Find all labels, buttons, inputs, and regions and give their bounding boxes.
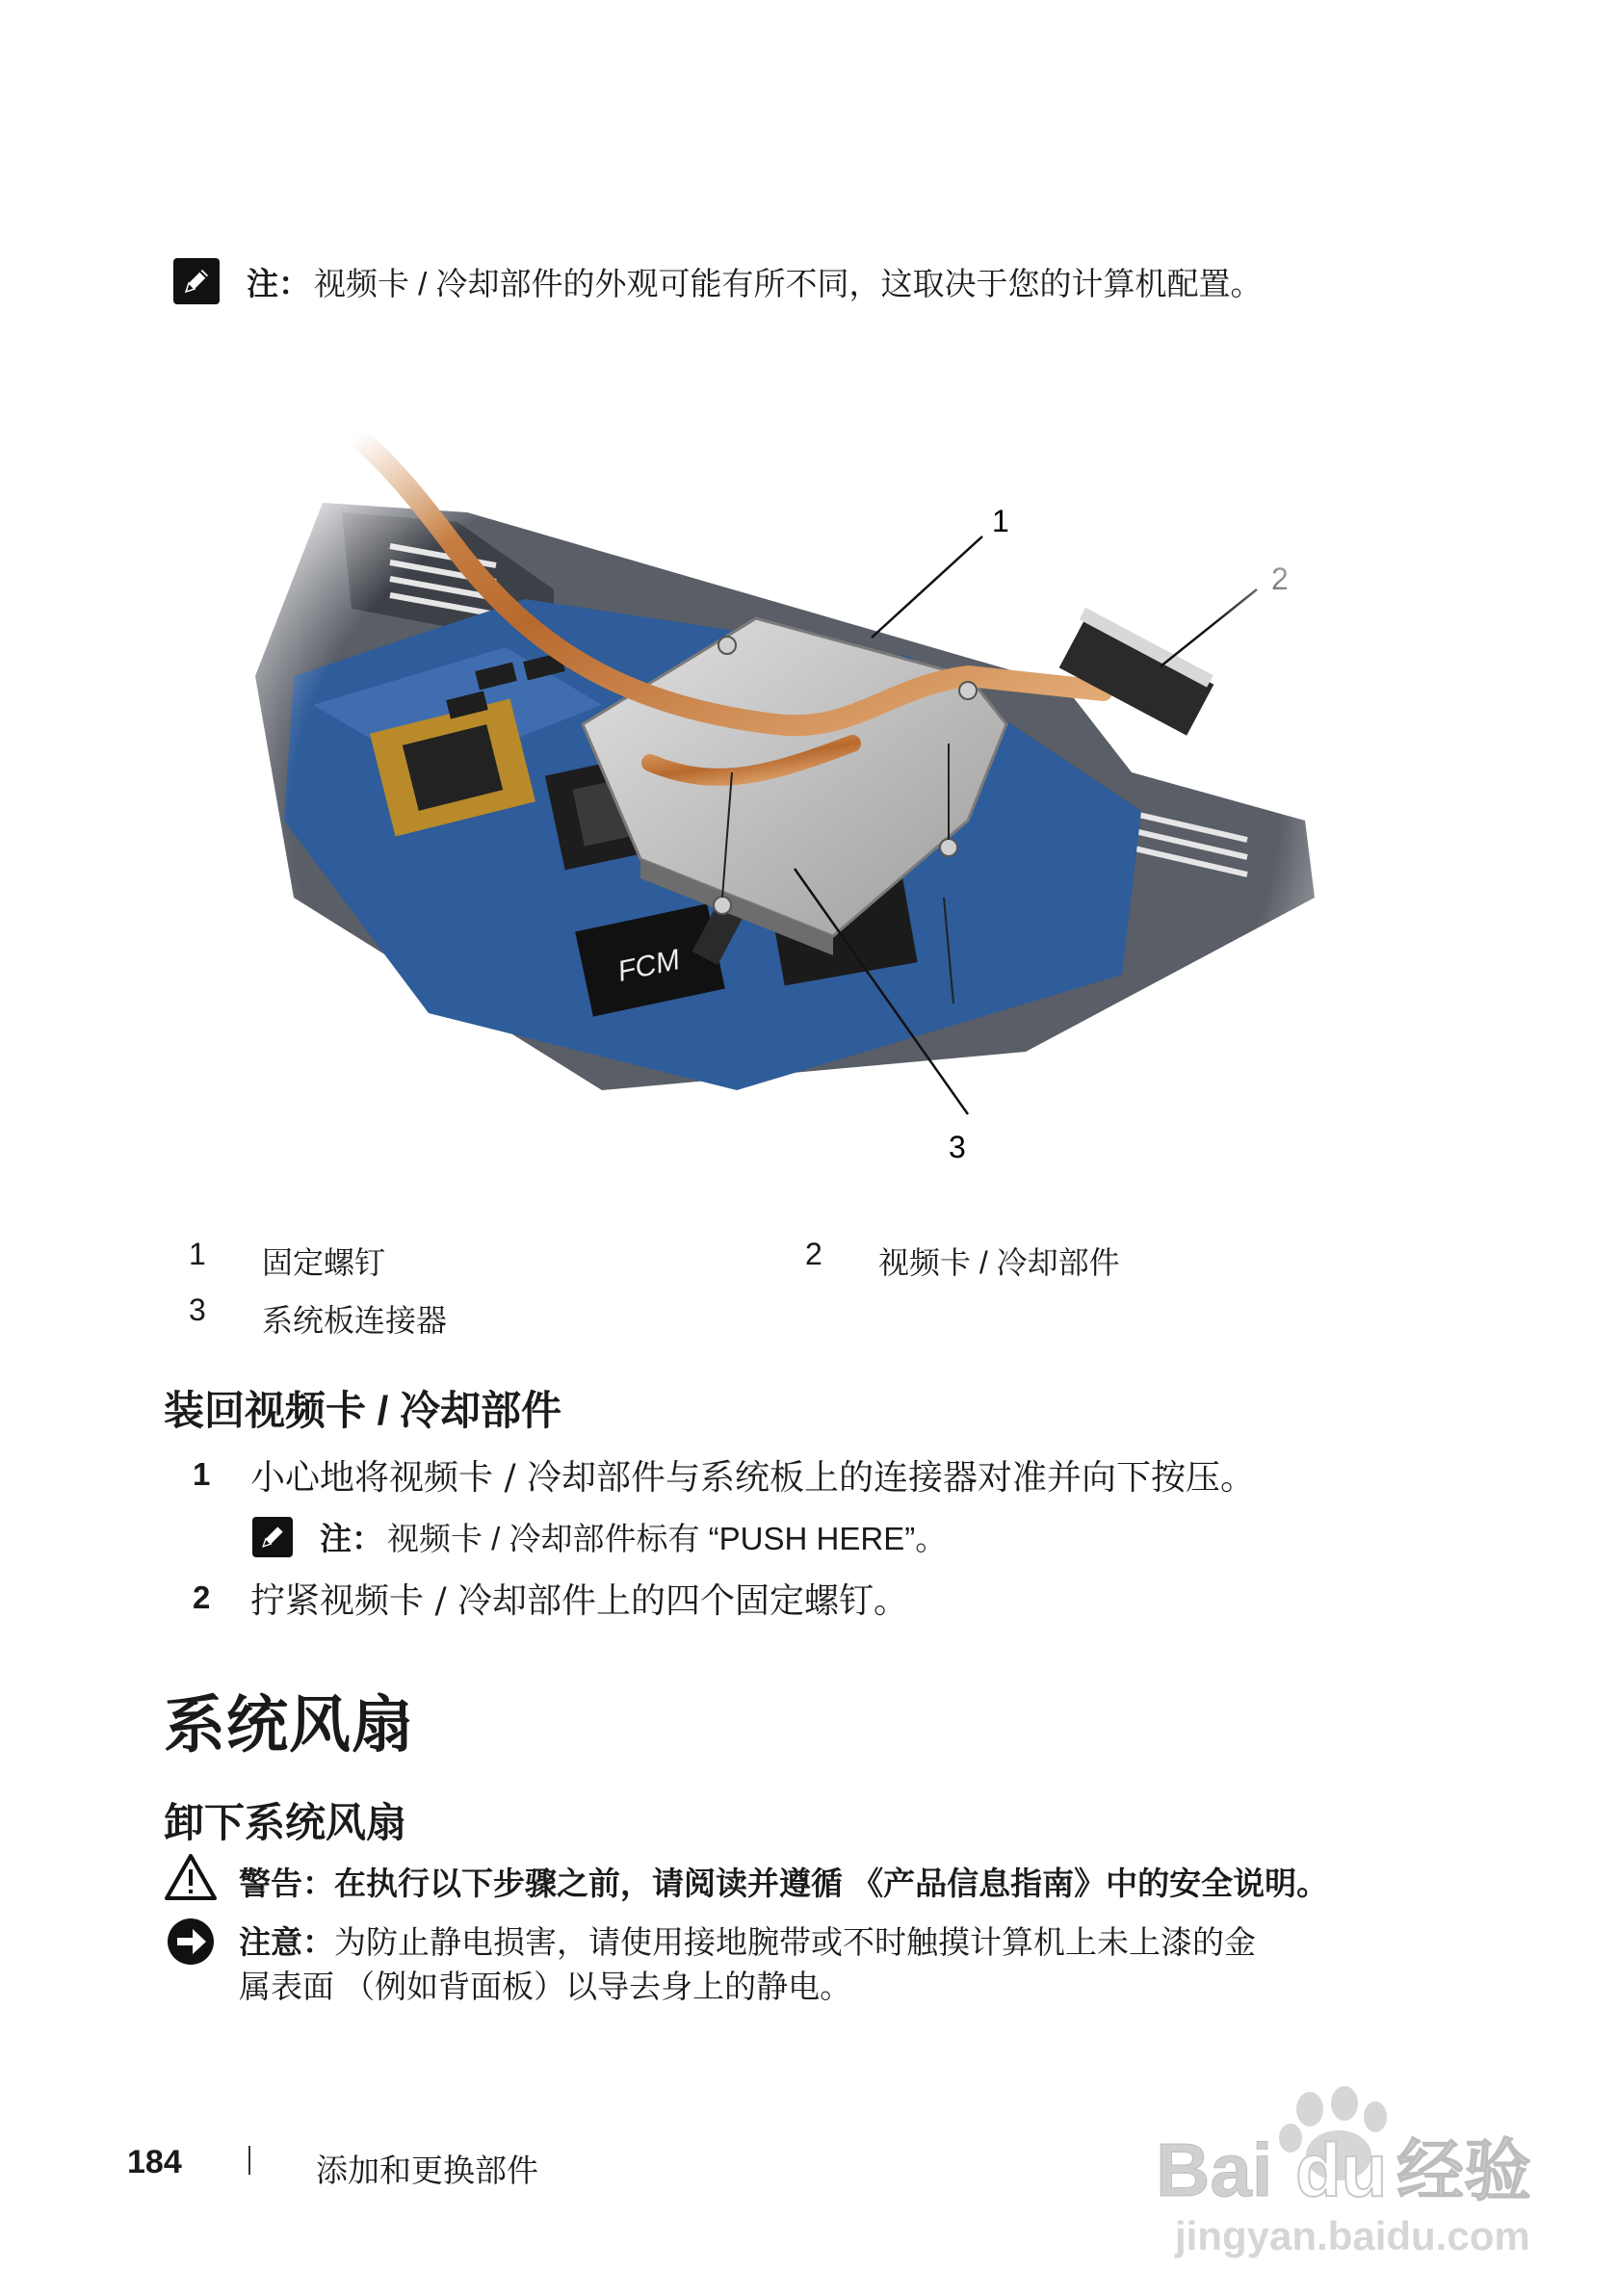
video-card-figure (236, 358, 1334, 1187)
note-text: 视频卡 / 冷却部件的外观可能有所不同，这取决于您的计算机配置。 (314, 265, 1263, 301)
caution-arrow-icon (166, 1917, 216, 1967)
top-note (173, 258, 1263, 304)
caution-line-1: 为防止静电损害，请使用接地腕带或不时触摸计算机上未上漆的金 (334, 1924, 1256, 1960)
note-label: 注： (320, 1521, 383, 1556)
legend-text-1: 固定螺钉 (262, 1245, 386, 1280)
legend-num-2: 2 (805, 1237, 822, 1271)
step-1-text: 小心地将视频卡 / 冷却部件与系统板上的连接器对准并向下按压。 (250, 1458, 1256, 1498)
footer-divider (248, 2146, 250, 2175)
step-1-number: 1 (193, 1456, 211, 1492)
baidu-watermark (1156, 2071, 1579, 2263)
warning-label: 警告： (239, 1866, 334, 1901)
push-here-note (252, 1514, 947, 1559)
svg-text:jingyan.baidu.com: jingyan.baidu.com (1175, 2213, 1530, 2258)
caution-row (166, 1917, 1256, 2009)
step-2-text: 拧紧视频卡 / 冷却部件上的四个固定螺钉。 (250, 1581, 909, 1621)
legend-num-3: 3 (189, 1292, 206, 1327)
step-2-number: 2 (193, 1579, 211, 1615)
caution-line-2: 属表面 （例如背面板）以导去身上的静电。 (239, 1969, 852, 2004)
replace-heading: 装回视频卡 / 冷却部件 (164, 1388, 562, 1433)
remove-fan-heading: 卸下系统风扇 (164, 1800, 407, 1845)
pencil-note-icon (173, 258, 220, 304)
svg-text:经验: 经验 (1396, 2131, 1531, 2210)
svg-text:Bai: Bai (1156, 2127, 1273, 2212)
warning-triangle-icon (164, 1853, 218, 1901)
svg-text:du: du (1295, 2127, 1388, 2212)
legend-num-1: 1 (189, 1237, 206, 1271)
warning-text: 在执行以下步骤之前，请阅读并遵循 《产品信息指南》中的安全说明。 (334, 1866, 1329, 1901)
legend-text-2: 视频卡 / 冷却部件 (878, 1245, 1120, 1280)
caution-label: 注意： (239, 1924, 334, 1960)
note-text: 视频卡 / 冷却部件标有 “PUSH HERE”。 (387, 1521, 948, 1556)
note-label: 注： (247, 265, 310, 301)
legend-text-3: 系统板连接器 (262, 1303, 448, 1338)
warning-row (164, 1853, 1328, 1904)
chapter-title: 添加和更换部件 (316, 2152, 538, 2188)
page-number: 184 (127, 2144, 182, 2180)
section-title: 系统风扇 (164, 1690, 414, 1760)
pencil-note-icon (252, 1517, 293, 1557)
